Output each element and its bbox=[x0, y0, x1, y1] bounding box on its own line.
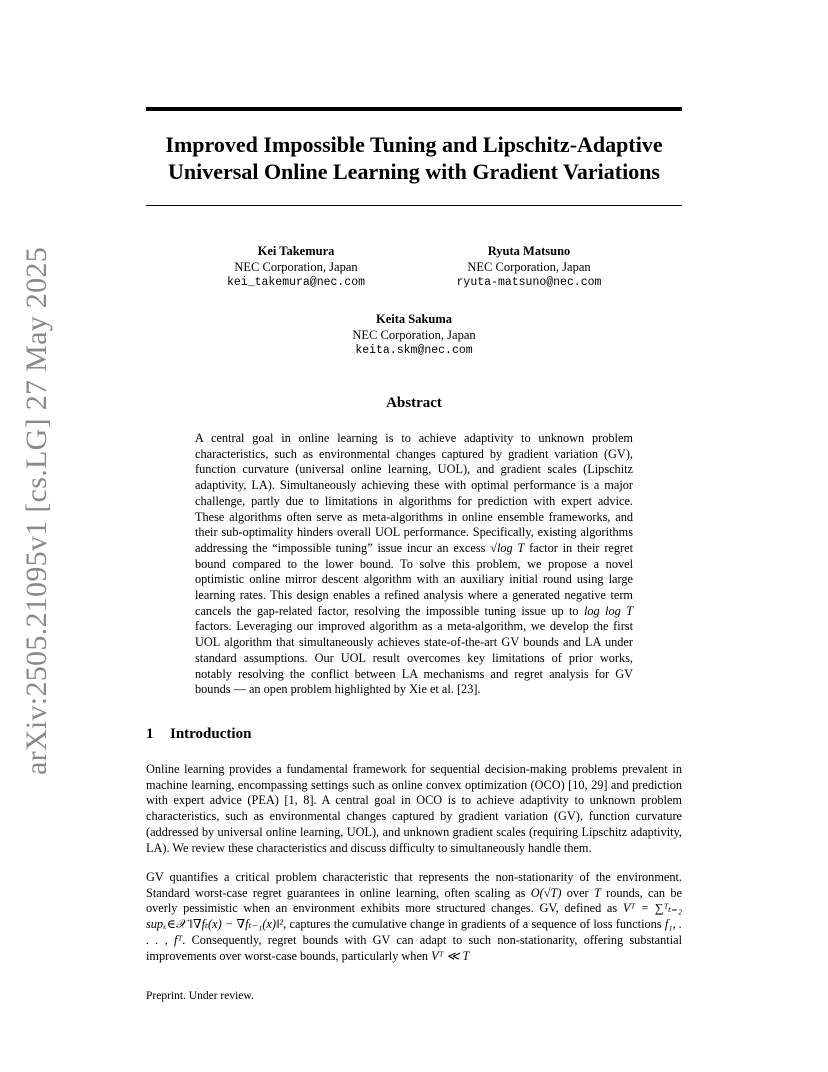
math-function-sequence: f₁, . . . , fᵀ bbox=[146, 917, 682, 947]
paper-title: Improved Impossible Tuning and Lipschitz-Adaptive Universal Online Learning with Gradient Variations bbox=[165, 132, 663, 184]
math-big-o-sqrt-t: O(√T) bbox=[530, 885, 562, 900]
author-name: Ryuta Matsuno bbox=[487, 244, 571, 258]
abstract-text-part: A central goal in online learning is to achieve adaptivity to unknown problem characteristics, such as environmental changes captured by gradient variation (GV), function curvature (universal online learning, UOL), and gradient scales (Lipschitz adaptivity, LA). Simultaneously achieving these with optimal performance is a major challenge, partly due to limitations in algorithms for prediction with expert advice. These algorithms often serve as meta-algorithms in online ensemble frameworks, and their sub-optimality hinders overall UOL performance. Specifically, existing algorithms addressing the “impossible tuning” issue incur an excess bbox=[195, 431, 633, 555]
section-title: Introduction bbox=[170, 726, 252, 742]
author-block bbox=[314, 311, 514, 359]
author-block bbox=[429, 243, 629, 291]
abstract-heading: Abstract bbox=[386, 395, 442, 411]
author-block bbox=[196, 243, 396, 291]
para-text-part: over bbox=[566, 885, 589, 900]
intro-paragraph-2 bbox=[146, 870, 682, 964]
section-heading-introduction bbox=[146, 726, 251, 743]
author-email[interactable]: ryuta-matsuno@nec.com bbox=[456, 276, 602, 289]
title-top-rule bbox=[146, 107, 682, 111]
math-gv-definition: Vᵀ = ∑ᵀₜ₌₂ supₓ∈𝒳 ‖∇fₜ(x) − ∇fₜ₋₁(x)‖² bbox=[146, 901, 683, 932]
footer-note: Preprint. Under review. bbox=[146, 990, 254, 1002]
author-affiliation: NEC Corporation, Japan bbox=[467, 260, 591, 274]
math-loglog-t: log log T bbox=[583, 603, 633, 618]
author-name: Kei Takemura bbox=[257, 244, 335, 258]
intro-paragraph-1: Online learning provides a fundamental framework for sequential decision-making problems prevalent in machine learning, encompassing settings such as online convex optimization (OCO) [10, 29] and prediction with expert advice (PEA) [1, 8]. A central goal in OCO is to achieve adaptivity to unknown problem characteristics, such as environmental changes captured by gradient variation (GV), function curvature (addressed by universal online learning, UOL), and unknown gradient scales (requiring Lipschitz adaptivity, LA). We review these characteristics and discuss difficulty to simultaneously handle them. bbox=[146, 762, 682, 855]
section-number: 1 bbox=[146, 726, 154, 742]
para-text-part: GV quantifies a critical problem characteristic that represents the non-stationarity of the environment. Standard worst-case regret guarantees in online learning, often scaling as bbox=[146, 870, 682, 900]
para-text-part: rounds, can be overly pessimistic when an environment exhibits more structured changes. GV, defined as bbox=[146, 885, 683, 916]
arxiv-identifier[interactable]: arXiv:2505.21095v1 [cs.LG] 27 May 2025 bbox=[20, 247, 53, 775]
abstract-text bbox=[195, 431, 633, 698]
math-t: T bbox=[593, 885, 601, 900]
math-sqrt-log-t: √log T bbox=[490, 540, 525, 555]
author-name: Keita Sakuma bbox=[375, 312, 453, 326]
abstract-text-part: factor in their regret bound compared to the lower bound. To solve this problem, we propose a novel optimistic online mirror descent algorithm with an auxiliary initial round using large learning rates. This design enables a refined analysis where a generated negative term cancels the gap-related factor, resolving the impossible tuning issue up to bbox=[195, 540, 634, 618]
author-affiliation: NEC Corporation, Japan bbox=[352, 328, 476, 342]
title-bottom-rule bbox=[146, 205, 682, 206]
para-text-part: . Consequently, regret bounds with GV can adapt to such non-stationarity, offering substantial improvements over worst-case bounds, particularly when bbox=[146, 932, 682, 963]
para-text-part: , captures the cumulative change in gradients of a sequence of loss functions bbox=[283, 917, 662, 932]
author-email[interactable]: kei_takemura@nec.com bbox=[226, 276, 366, 289]
author-email[interactable]: keita.skm@nec.com bbox=[355, 344, 473, 357]
math-vt-condition: Vᵀ ≪ T bbox=[431, 948, 470, 963]
author-affiliation: NEC Corporation, Japan bbox=[234, 260, 358, 274]
abstract-text-part: factors. Leveraging our improved algorithm as a meta-algorithm, we develop the first UOL algorithm that simultaneously achieves state-of-the-art GV bounds and LA under standard assumptions. Our UOL result overcomes key limitations of prior works, notably resolving the conflict between LA mechanisms and regret analysis for GV bounds — an open problem highlighted by Xie et al. [23]. bbox=[195, 619, 633, 697]
